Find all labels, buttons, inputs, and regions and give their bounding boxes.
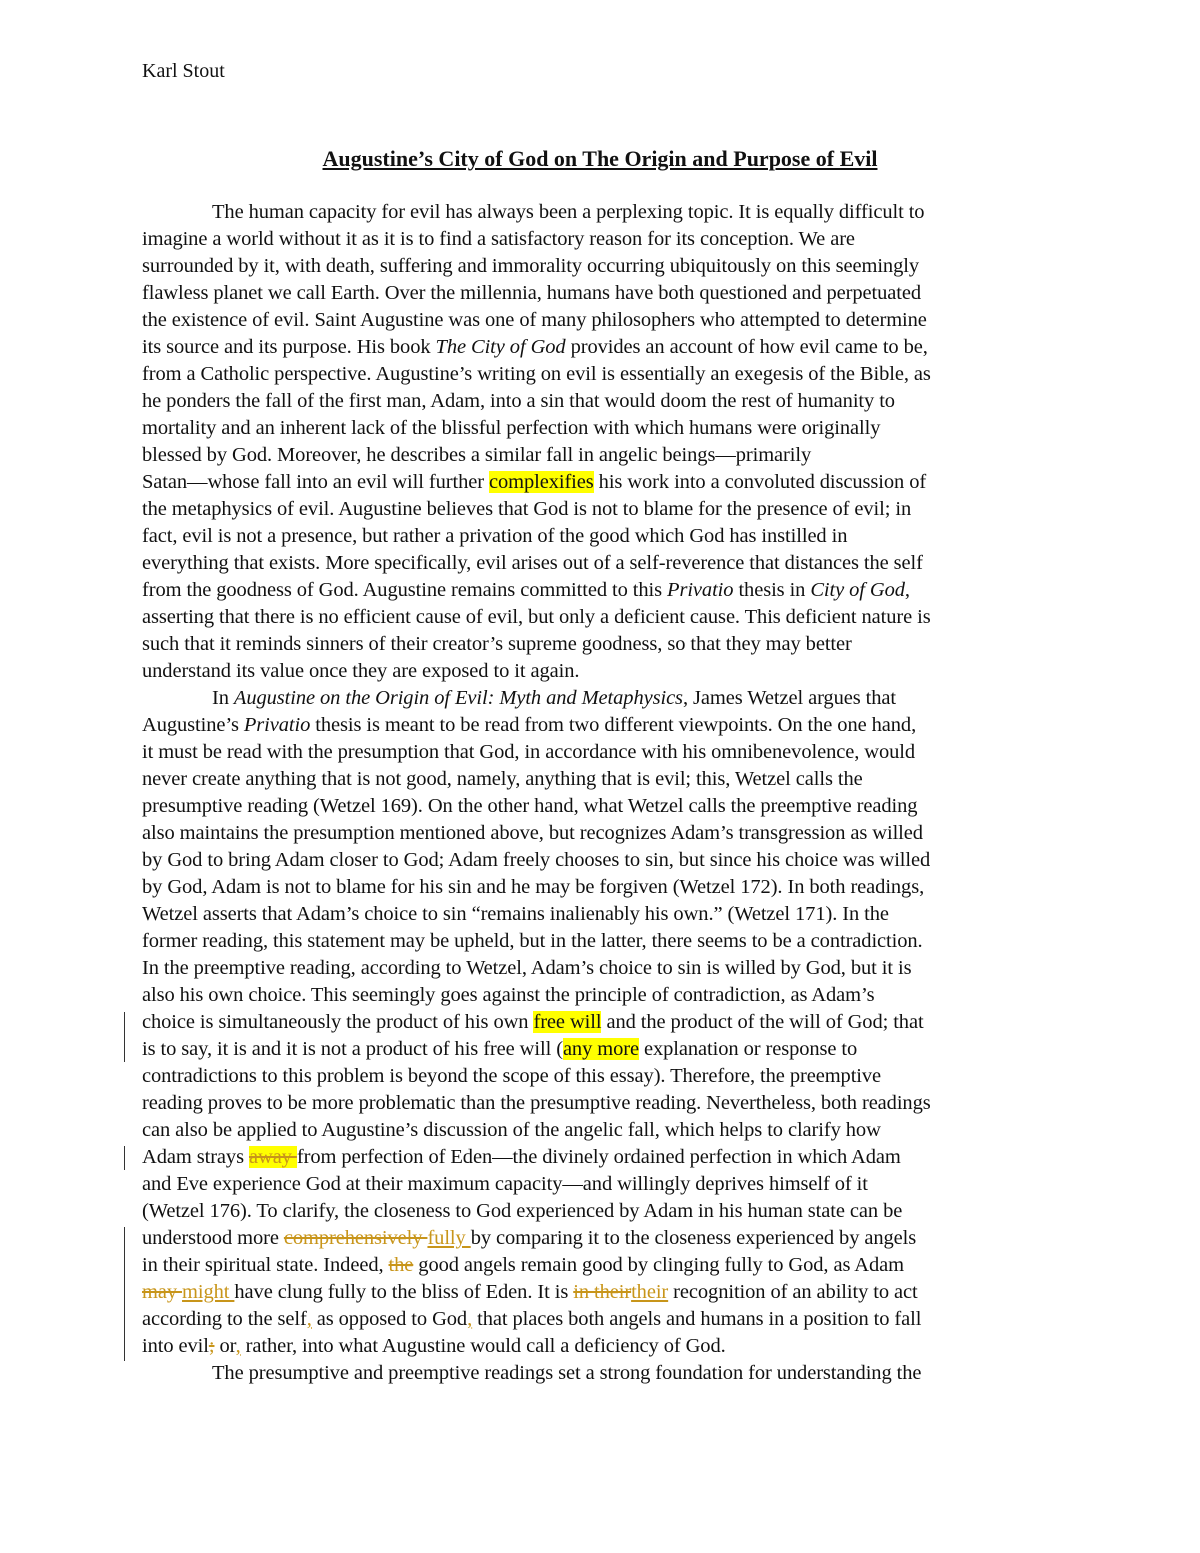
- deleted-text: ;: [208, 1335, 215, 1357]
- text-run: by God to bring Adam closer to God; Adam freely chooses to sin, but since his choice was willed: [142, 849, 931, 871]
- body-line: [142, 1306, 1082, 1333]
- body-line: [142, 901, 1082, 928]
- text-run: flawless planet we call Earth. Over the millennia, humans have both questioned and perpetuated: [142, 282, 922, 304]
- text-run: In: [212, 687, 234, 709]
- body-line: [142, 496, 1082, 523]
- text-run: imagine a world without it as it is to find a satisfactory reason for its conception. We are: [142, 228, 855, 250]
- body-line: [142, 1252, 1082, 1279]
- text-run: contradictions to this problem is beyond the scope of this essay). Therefore, the preemptive: [142, 1065, 882, 1087]
- text-run: Satan—whose fall into an evil will further: [142, 471, 489, 493]
- text-run: asserting that there is no efficient cause of evil, but only a deficient cause. This deficient nature is: [142, 606, 931, 628]
- deleted-text: the: [388, 1254, 414, 1276]
- body-line: [142, 604, 1082, 631]
- body-line: [142, 793, 1082, 820]
- body-line: [142, 982, 1082, 1009]
- body-line: [142, 847, 1082, 874]
- body-line: [142, 307, 1082, 334]
- body-line: [142, 226, 1082, 253]
- document-body: [142, 199, 1082, 1387]
- text-run: former reading, this statement may be upheld, but in the latter, there seems to be a contradiction.: [142, 930, 923, 952]
- body-line: [142, 1117, 1082, 1144]
- change-bar: [124, 1227, 125, 1361]
- body-line: [142, 1063, 1082, 1090]
- inserted-text: ,: [467, 1308, 473, 1330]
- text-run: by comparing it to the closeness experienced by angels: [470, 1227, 917, 1249]
- body-line: [142, 928, 1082, 955]
- body-line: [142, 631, 1082, 658]
- body-line: [142, 361, 1082, 388]
- author-name: Karl Stout: [142, 60, 225, 82]
- text-run: understand its value once they are exposed to it again.: [142, 660, 580, 682]
- body-line: [142, 415, 1082, 442]
- text-run: The presumptive and preemptive readings set a strong foundation for understanding the: [212, 1362, 922, 1384]
- text-run: have clung fully to the bliss of Eden. It is: [234, 1281, 574, 1303]
- body-line: [142, 1225, 1082, 1252]
- text-run: in their spiritual state. Indeed,: [142, 1254, 389, 1276]
- body-line: [142, 712, 1082, 739]
- text-run: recognition of an ability to act: [668, 1281, 918, 1303]
- inserted-text: fully: [427, 1227, 471, 1249]
- deleted-text: may: [142, 1281, 183, 1303]
- body-line: [142, 874, 1082, 901]
- text-run: understood more: [142, 1227, 284, 1249]
- italic-text: The City of God: [435, 336, 566, 358]
- text-run: provides an account of how evil came to be,: [565, 336, 928, 358]
- italic-text: Augustine on the Origin of Evil: Myth and Metaphysics: [233, 687, 683, 709]
- inserted-text: might: [182, 1281, 235, 1303]
- text-run: Adam strays: [142, 1146, 249, 1168]
- text-run: good angels remain good by clinging fully to God, as Adam: [413, 1254, 904, 1276]
- text-run: The human capacity for evil has always been a perplexing topic. It is equally difficult to: [212, 201, 925, 223]
- text-run: that places both angels and humans in a position to fall: [472, 1308, 922, 1330]
- text-run: reading proves to be more problematic than the presumptive reading. Nevertheless, both readings: [142, 1092, 931, 1114]
- body-line: [142, 658, 1082, 685]
- text-run: explanation or response to: [638, 1038, 858, 1060]
- text-run: he ponders the fall of the first man, Adam, into a sin that would doom the rest of humanity to: [142, 390, 895, 412]
- text-run: Augustine’s: [142, 714, 244, 736]
- text-run: thesis is meant to be read from two different viewpoints. On the one hand,: [310, 714, 917, 736]
- body-line: [142, 820, 1082, 847]
- inserted-text: ,: [235, 1335, 241, 1357]
- body-line: [142, 523, 1082, 550]
- text-run: it must be read with the presumption that God, in accordance with his omnibenevolence, would: [142, 741, 916, 763]
- text-run: rather, into what Augustine would call a deficiency of God.: [240, 1335, 726, 1357]
- text-run: Wetzel asserts that Adam’s choice to sin “remains inalienably his own.” (Wetzel 171). In the: [142, 903, 889, 925]
- highlighted-deleted-text: away: [248, 1146, 297, 1168]
- text-run: also maintains the presumption mentioned above, but recognizes Adam’s transgression as willed: [142, 822, 923, 844]
- body-line: [142, 1171, 1082, 1198]
- body-line: [142, 955, 1082, 982]
- body-line: [142, 1279, 1082, 1306]
- body-line: [142, 1036, 1082, 1063]
- text-run: the metaphysics of evil. Augustine believes that God is not to blame for the presence of evil; in: [142, 498, 912, 520]
- text-run: and Eve experience God at their maximum capacity—and willingly deprives himself of it: [142, 1173, 868, 1195]
- text-run: blessed by God. Moreover, he describes a similar fall in angelic beings—primarily: [142, 444, 812, 466]
- text-run: never create anything that is not good, namely, anything that is evil; this, Wetzel calls the: [142, 768, 863, 790]
- body-line: [142, 280, 1082, 307]
- text-run: according to the self: [142, 1308, 307, 1330]
- text-run: from the goodness of God. Augustine remains committed to this: [142, 579, 668, 601]
- text-run: the existence of evil. Saint Augustine was one of many philosophers who attempted to determine: [142, 309, 927, 331]
- body-line: [142, 1198, 1082, 1225]
- text-run: such that it reminds sinners of their creator’s supreme goodness, so that they may better: [142, 633, 852, 655]
- text-run: everything that exists. More specifically, evil arises out of a self-reverence that distances the self: [142, 552, 923, 574]
- text-run: into evil: [142, 1335, 209, 1357]
- text-run: , James Wetzel argues that: [682, 687, 896, 709]
- body-line: [142, 550, 1082, 577]
- body-line: [142, 766, 1082, 793]
- inserted-text: ,: [306, 1308, 312, 1330]
- text-run: choice is simultaneously the product of his own: [142, 1011, 534, 1033]
- body-line: [142, 253, 1082, 280]
- text-run: and the product of the will of God; that: [601, 1011, 924, 1033]
- text-run: mortality and an inherent lack of the blissful perfection with which humans were originally: [142, 417, 881, 439]
- body-line: [142, 334, 1082, 361]
- text-run: or: [214, 1335, 236, 1357]
- change-bar: [124, 1146, 125, 1170]
- text-run: by God, Adam is not to blame for his sin and he may be forgiven (Wetzel 172). In both readings,: [142, 876, 925, 898]
- text-run: surrounded by it, with death, suffering and immorality occurring ubiquitously on this seemingly: [142, 255, 919, 277]
- body-line: [142, 1360, 1082, 1387]
- highlighted-text: complexifies: [488, 471, 594, 493]
- text-run: his work into a convoluted discussion of: [593, 471, 927, 493]
- text-run: (Wetzel 176). To clarify, the closeness to God experienced by Adam in his human state can be: [142, 1200, 903, 1222]
- text-run: from perfection of Eden—the divinely ordained perfection in which Adam: [296, 1146, 901, 1168]
- body-line: [142, 739, 1082, 766]
- change-bar: [124, 1012, 125, 1062]
- italic-text: Privatio: [243, 714, 311, 736]
- body-line: [142, 577, 1082, 604]
- body-line: [142, 442, 1082, 469]
- deleted-text: comprehensively: [283, 1227, 428, 1249]
- body-line: [142, 1090, 1082, 1117]
- highlighted-text: any more: [562, 1038, 639, 1060]
- text-run: In the preemptive reading, according to Wetzel, Adam’s choice to sin is willed by God, but it is: [142, 957, 912, 979]
- body-line: [142, 469, 1082, 496]
- body-line: [142, 1333, 1082, 1360]
- body-line: [142, 1144, 1082, 1171]
- text-run: as opposed to God: [311, 1308, 468, 1330]
- text-run: from a Catholic perspective. Augustine’s writing on evil is essentially an exegesis of the Bible, as: [142, 363, 931, 385]
- highlighted-text: free will: [533, 1011, 602, 1033]
- deleted-text: in their: [573, 1281, 632, 1303]
- text-run: is to say, it is and it is not a product of his free will (: [142, 1038, 563, 1060]
- text-run: presumptive reading (Wetzel 169). On the other hand, what Wetzel calls the preemptive reading: [142, 795, 918, 817]
- italic-text: City of God: [810, 579, 905, 601]
- text-run: fact, evil is not a presence, but rather a privation of the good which God has instilled in: [142, 525, 848, 547]
- document-title: Augustine’s City of God on The Origin and Purpose of Evil: [322, 146, 878, 171]
- text-run: thesis in: [733, 579, 811, 601]
- body-line: [142, 199, 1082, 226]
- body-line: [142, 388, 1082, 415]
- text-run: its source and its purpose. His book: [142, 336, 436, 358]
- text-run: also his own choice. This seemingly goes against the principle of contradiction, as Adam’s: [142, 984, 875, 1006]
- italic-text: Privatio: [667, 579, 734, 601]
- inserted-text: their: [631, 1281, 669, 1303]
- text-run: can also be applied to Augustine’s discussion of the angelic fall, which helps to clarify how: [142, 1119, 881, 1141]
- body-line: [142, 1009, 1082, 1036]
- body-line: [142, 685, 1082, 712]
- text-run: ,: [904, 579, 910, 601]
